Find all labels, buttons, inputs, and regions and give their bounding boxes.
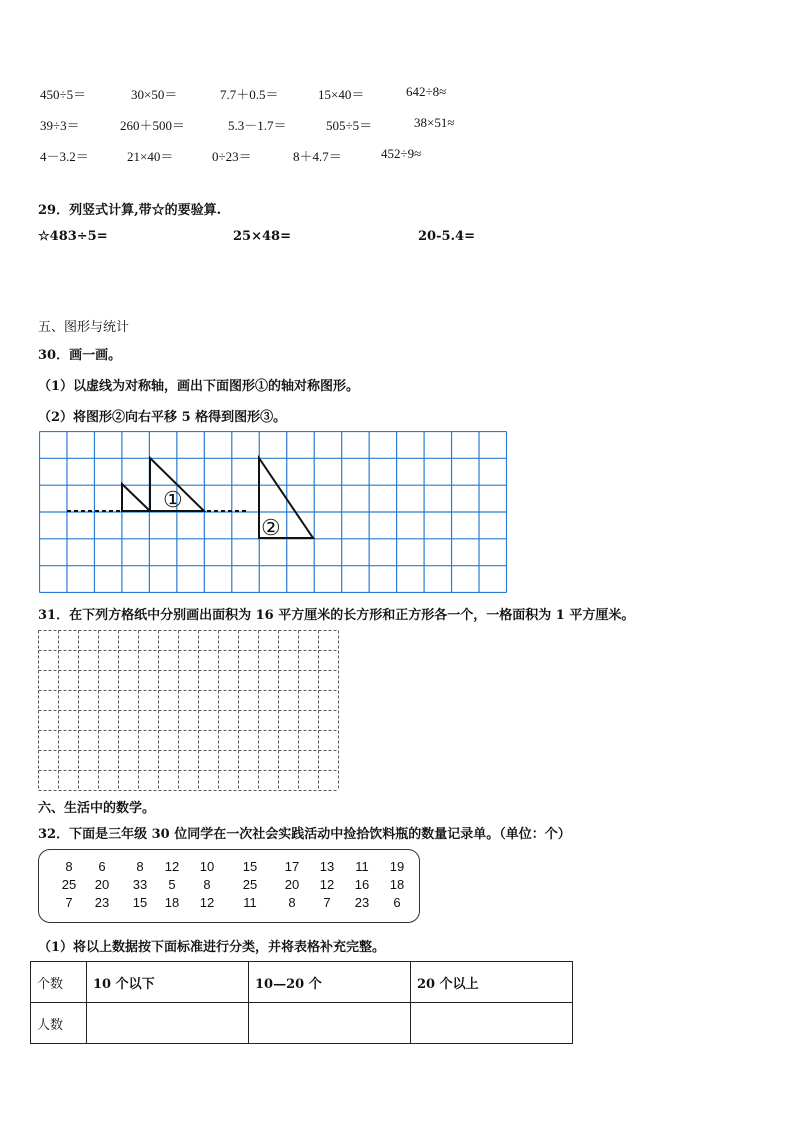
data-value: 23: [94, 895, 110, 910]
question-32-sub1: （1）将以上数据按下面标准进行分类，并将表格补充完整。: [38, 940, 386, 955]
data-value: 11: [355, 859, 369, 874]
data-value: 11: [243, 895, 257, 910]
table-cell: 个数: [31, 962, 87, 1003]
data-value: 8: [65, 859, 73, 874]
data-value: 8: [136, 859, 144, 874]
question-30-sub1: （1）以虚线为对称轴，画出下面图形①的轴对称图形。: [38, 379, 360, 394]
q29-item: ☆483÷5=: [38, 229, 108, 244]
data-value: 7: [65, 895, 73, 910]
calc-item: 39÷3＝: [40, 118, 80, 133]
figure-2-label: ②: [261, 516, 281, 541]
data-value: 5: [168, 877, 176, 892]
data-value: 10: [199, 859, 215, 874]
data-value: 19: [389, 859, 405, 874]
data-value: 15: [132, 895, 148, 910]
calc-item: 452÷9≈: [381, 146, 422, 161]
calc-item: 4－3.2＝: [40, 149, 89, 164]
data-value: 12: [199, 895, 215, 910]
calc-item: 5.3－1.7＝: [228, 118, 287, 133]
calc-item: 30×50＝: [131, 87, 178, 102]
data-value: 7: [323, 895, 331, 910]
calc-item: 642÷8≈: [406, 84, 447, 99]
figure-1-small-triangle: [122, 484, 150, 511]
data-value: 20: [94, 877, 110, 892]
data-value: 16: [354, 877, 370, 892]
calc-item: 15×40＝: [318, 87, 365, 102]
calc-item: 38×51≈: [414, 115, 455, 130]
calc-item: 505÷5＝: [326, 118, 373, 133]
calc-item: 7.7＋0.5＝: [220, 87, 279, 102]
table-row: [31, 1003, 573, 1044]
data-value: 23: [354, 895, 370, 910]
answer-cell[interactable]: [249, 1003, 411, 1044]
dashed-grid-lines: [39, 631, 339, 791]
data-value: 8: [288, 895, 296, 910]
table-cell: 10 个以下: [87, 962, 249, 1003]
question-29-title: 29．列竖式计算,带☆的要验算.: [38, 203, 222, 218]
question-30-title: 30．画一画。: [38, 348, 122, 363]
data-value: 18: [164, 895, 180, 910]
data-record-box: [38, 849, 420, 923]
data-value: 13: [319, 859, 335, 874]
data-value: 8: [203, 877, 211, 892]
table-cell: 20 个以上: [411, 962, 573, 1003]
data-value: 25: [242, 877, 258, 892]
data-value: 15: [242, 859, 258, 874]
calc-item: 21×40＝: [127, 149, 174, 164]
question-30-sub2: （2）将图形②向右平移 5 格得到图形③。: [38, 410, 287, 425]
question-31-title: 31．在下列方格纸中分别画出面积为 16 平方厘米的长方形和正方形各一个，一格面积为 1 平方厘米。: [38, 608, 635, 623]
data-value: 12: [164, 859, 180, 874]
data-value: 17: [284, 859, 300, 874]
section-6-title: 六、生活中的数学。: [38, 801, 156, 816]
table-header-row: [31, 962, 573, 1003]
q30-grid: [39, 431, 507, 593]
data-value: 6: [98, 859, 106, 874]
calc-item: 8＋4.7＝: [293, 149, 342, 164]
data-value: 33: [132, 877, 148, 892]
table-cell: 10—20 个: [249, 962, 411, 1003]
answer-cell[interactable]: [87, 1003, 249, 1044]
q29-item: 25×48=: [233, 229, 291, 244]
figure-1-label: ①: [163, 488, 183, 513]
data-value: 12: [319, 877, 335, 892]
q29-item: 20-5.4=: [418, 229, 475, 244]
classification-table: [30, 961, 573, 1044]
calc-item: 450÷5＝: [40, 87, 87, 102]
data-value: 18: [389, 877, 405, 892]
calc-item: 0÷23＝: [212, 149, 252, 164]
table-row-label: 人数: [31, 1003, 87, 1044]
section-5-title: 五、图形与统计: [38, 320, 130, 335]
data-value: 6: [393, 895, 401, 910]
data-value: 20: [284, 877, 300, 892]
question-32-title: 32．下面是三年级 30 位同学在一次社会实践活动中捡拾饮料瓶的数量记录单。（单位：个）: [38, 827, 571, 842]
data-value: 25: [61, 877, 77, 892]
calc-item: 260＋500＝: [120, 118, 186, 133]
answer-cell[interactable]: [411, 1003, 573, 1044]
q31-dashed-grid: [38, 630, 340, 792]
